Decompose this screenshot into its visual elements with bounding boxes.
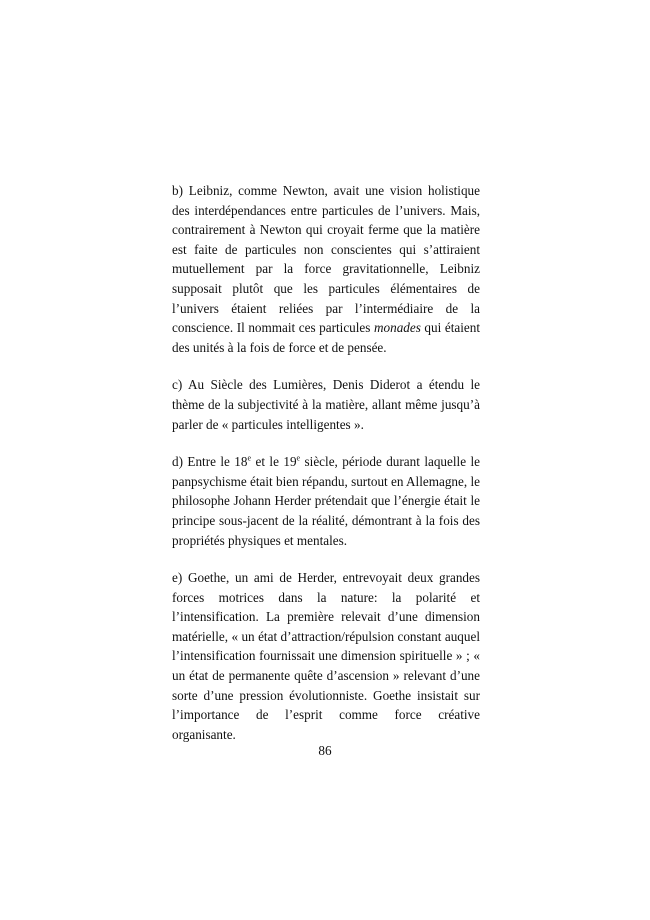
paragraph-d-text-1: d) Entre le 18 [172,454,248,470]
paragraph-b [172,181,480,357]
page-number: 86 [318,743,332,758]
paragraph-d-text-2: et le 19 [251,454,297,470]
paragraph-d-text-3: siècle, période durant laquelle le panpsychisme était bien répandu, surtout en Allemagne, le philosophe Johann Herder prétendait que l’énergie était le principe sous-jacent de la réalité, démontrant à la fois des propriétés physiques et mentales. [172,454,480,548]
paragraph-b-text: b) Leibniz, comme Newton, avait une vision holistique des interdépendances entre particules de l’univers. Mais, contrairement à Newton qui croyait ferme que la matière est faite de particules non conscientes qui s’attiraient mutuellement par la force gravitationnelle, Leibniz supposait plutôt que les particules élémentaires de l’univers étaient reliées par l’intermédiaire de la conscience. Il nommait ces particules [172,183,480,336]
paragraph-e: e) Goethe, un ami de Herder, entrevoyait deux grandes forces motrices dans la nature: la polarité et l’intensification. La première relevait d’une dimension matérielle, « un état d’attraction/répulsion constant auquel l’intensification fournissait une dimension spirituelle » ; « un état de permanente quête d’ascension » relevant d’une sorte d’une pression évolutionniste. Goethe insistait sur l’importance de l’esprit comme force créative organisante. [172,570,480,742]
superscript-2: e [296,453,301,463]
paragraph-d [172,452,480,550]
body-text [172,181,480,762]
paragraph-b-text-end: qui étaient des unités à la fois de force et de pensée. [172,320,480,355]
emphasis-monades: monades [373,320,421,336]
paragraph-c: c) Au Siècle des Lumières, Denis Diderot a étendu le thème de la subjectivité à la matière, allant même jusqu’à parler de « particules intelligentes ». [172,377,480,432]
superscript-1: e [247,453,252,463]
